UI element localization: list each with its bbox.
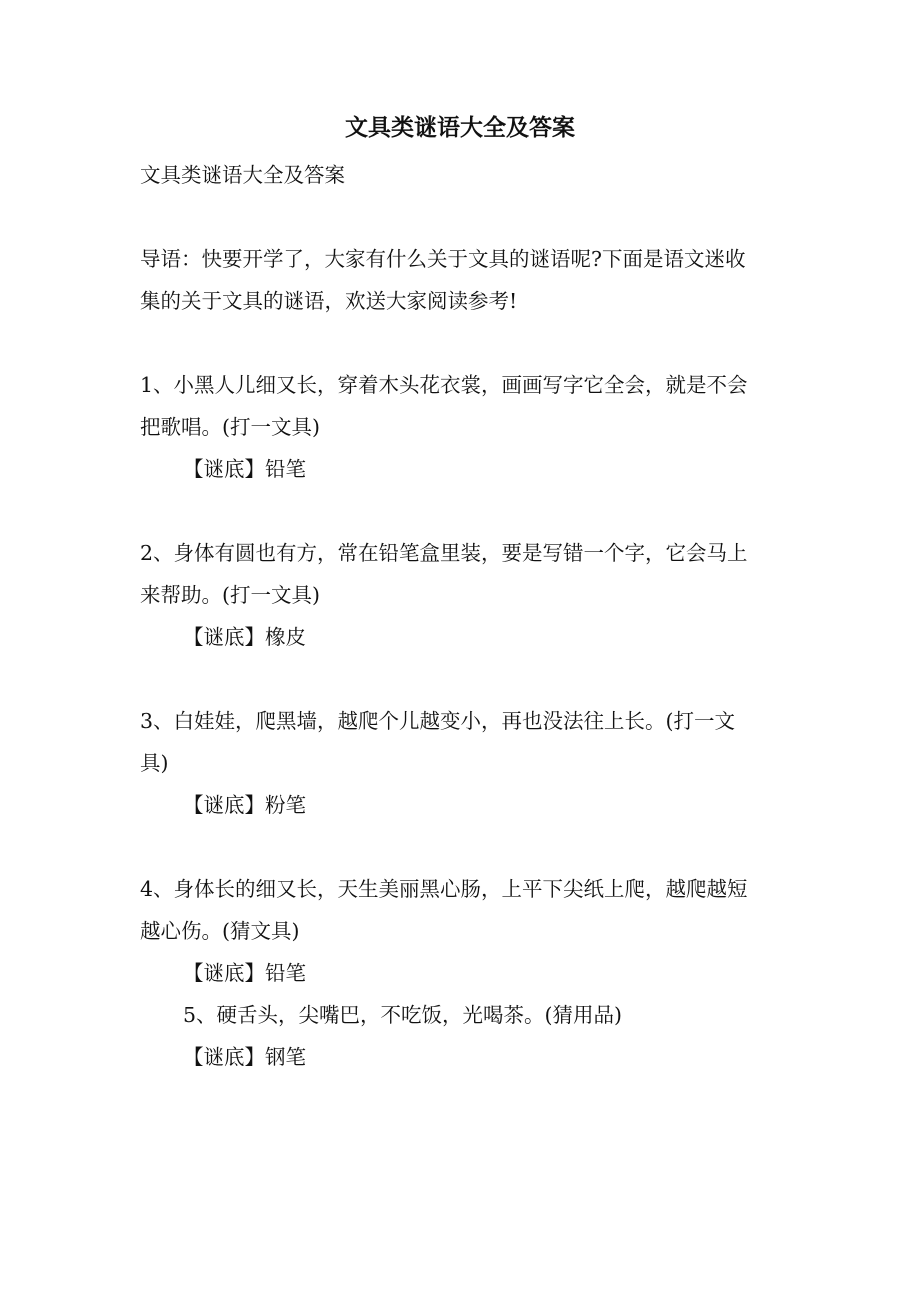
riddle-2-question-line-1: 2、身体有圆也有方，常在铅笔盒里装，要是写错一个字，它会马上 <box>140 541 748 565</box>
document-title: 文具类谜语大全及答案 <box>345 114 575 141</box>
riddle-4-question-line-1: 4、身体长的细又长，天生美丽黑心肠，上平下尖纸上爬，越爬越短 <box>140 877 748 901</box>
riddle-5-answer: 【谜底】钢笔 <box>183 1045 306 1069</box>
riddle-1-question-line-1: 1、小黑人儿细又长，穿着木头花衣裳，画画写字它全会，就是不会 <box>140 373 748 397</box>
riddle-2-answer: 【谜底】橡皮 <box>183 625 306 649</box>
riddle-3-answer: 【谜底】粉笔 <box>183 793 306 817</box>
intro-line-2: 集的关于文具的谜语，欢送大家阅读参考! <box>140 289 518 313</box>
riddle-3-question-line-2: 具) <box>140 751 169 775</box>
intro-line-1: 导语：快要开学了，大家有什么关于文具的谜语呢?下面是语文迷收 <box>140 247 746 271</box>
riddle-4-question-line-2: 越心伤。(猜文具) <box>140 919 300 943</box>
riddle-2-question-line-2: 来帮助。(打一文具) <box>140 583 320 607</box>
riddle-5-question: 5、硬舌头，尖嘴巴，不吃饭，光喝茶。(猜用品) <box>183 1003 623 1027</box>
document-subtitle: 文具类谜语大全及答案 <box>140 163 345 187</box>
riddle-1-question-line-2: 把歌唱。(打一文具) <box>140 415 320 439</box>
riddle-4-answer: 【谜底】铅笔 <box>183 961 306 985</box>
riddle-1-answer: 【谜底】铅笔 <box>183 457 306 481</box>
riddle-3-question-line-1: 3、白娃娃，爬黑墙，越爬个儿越变小，再也没法往上长。(打一文 <box>140 709 736 733</box>
